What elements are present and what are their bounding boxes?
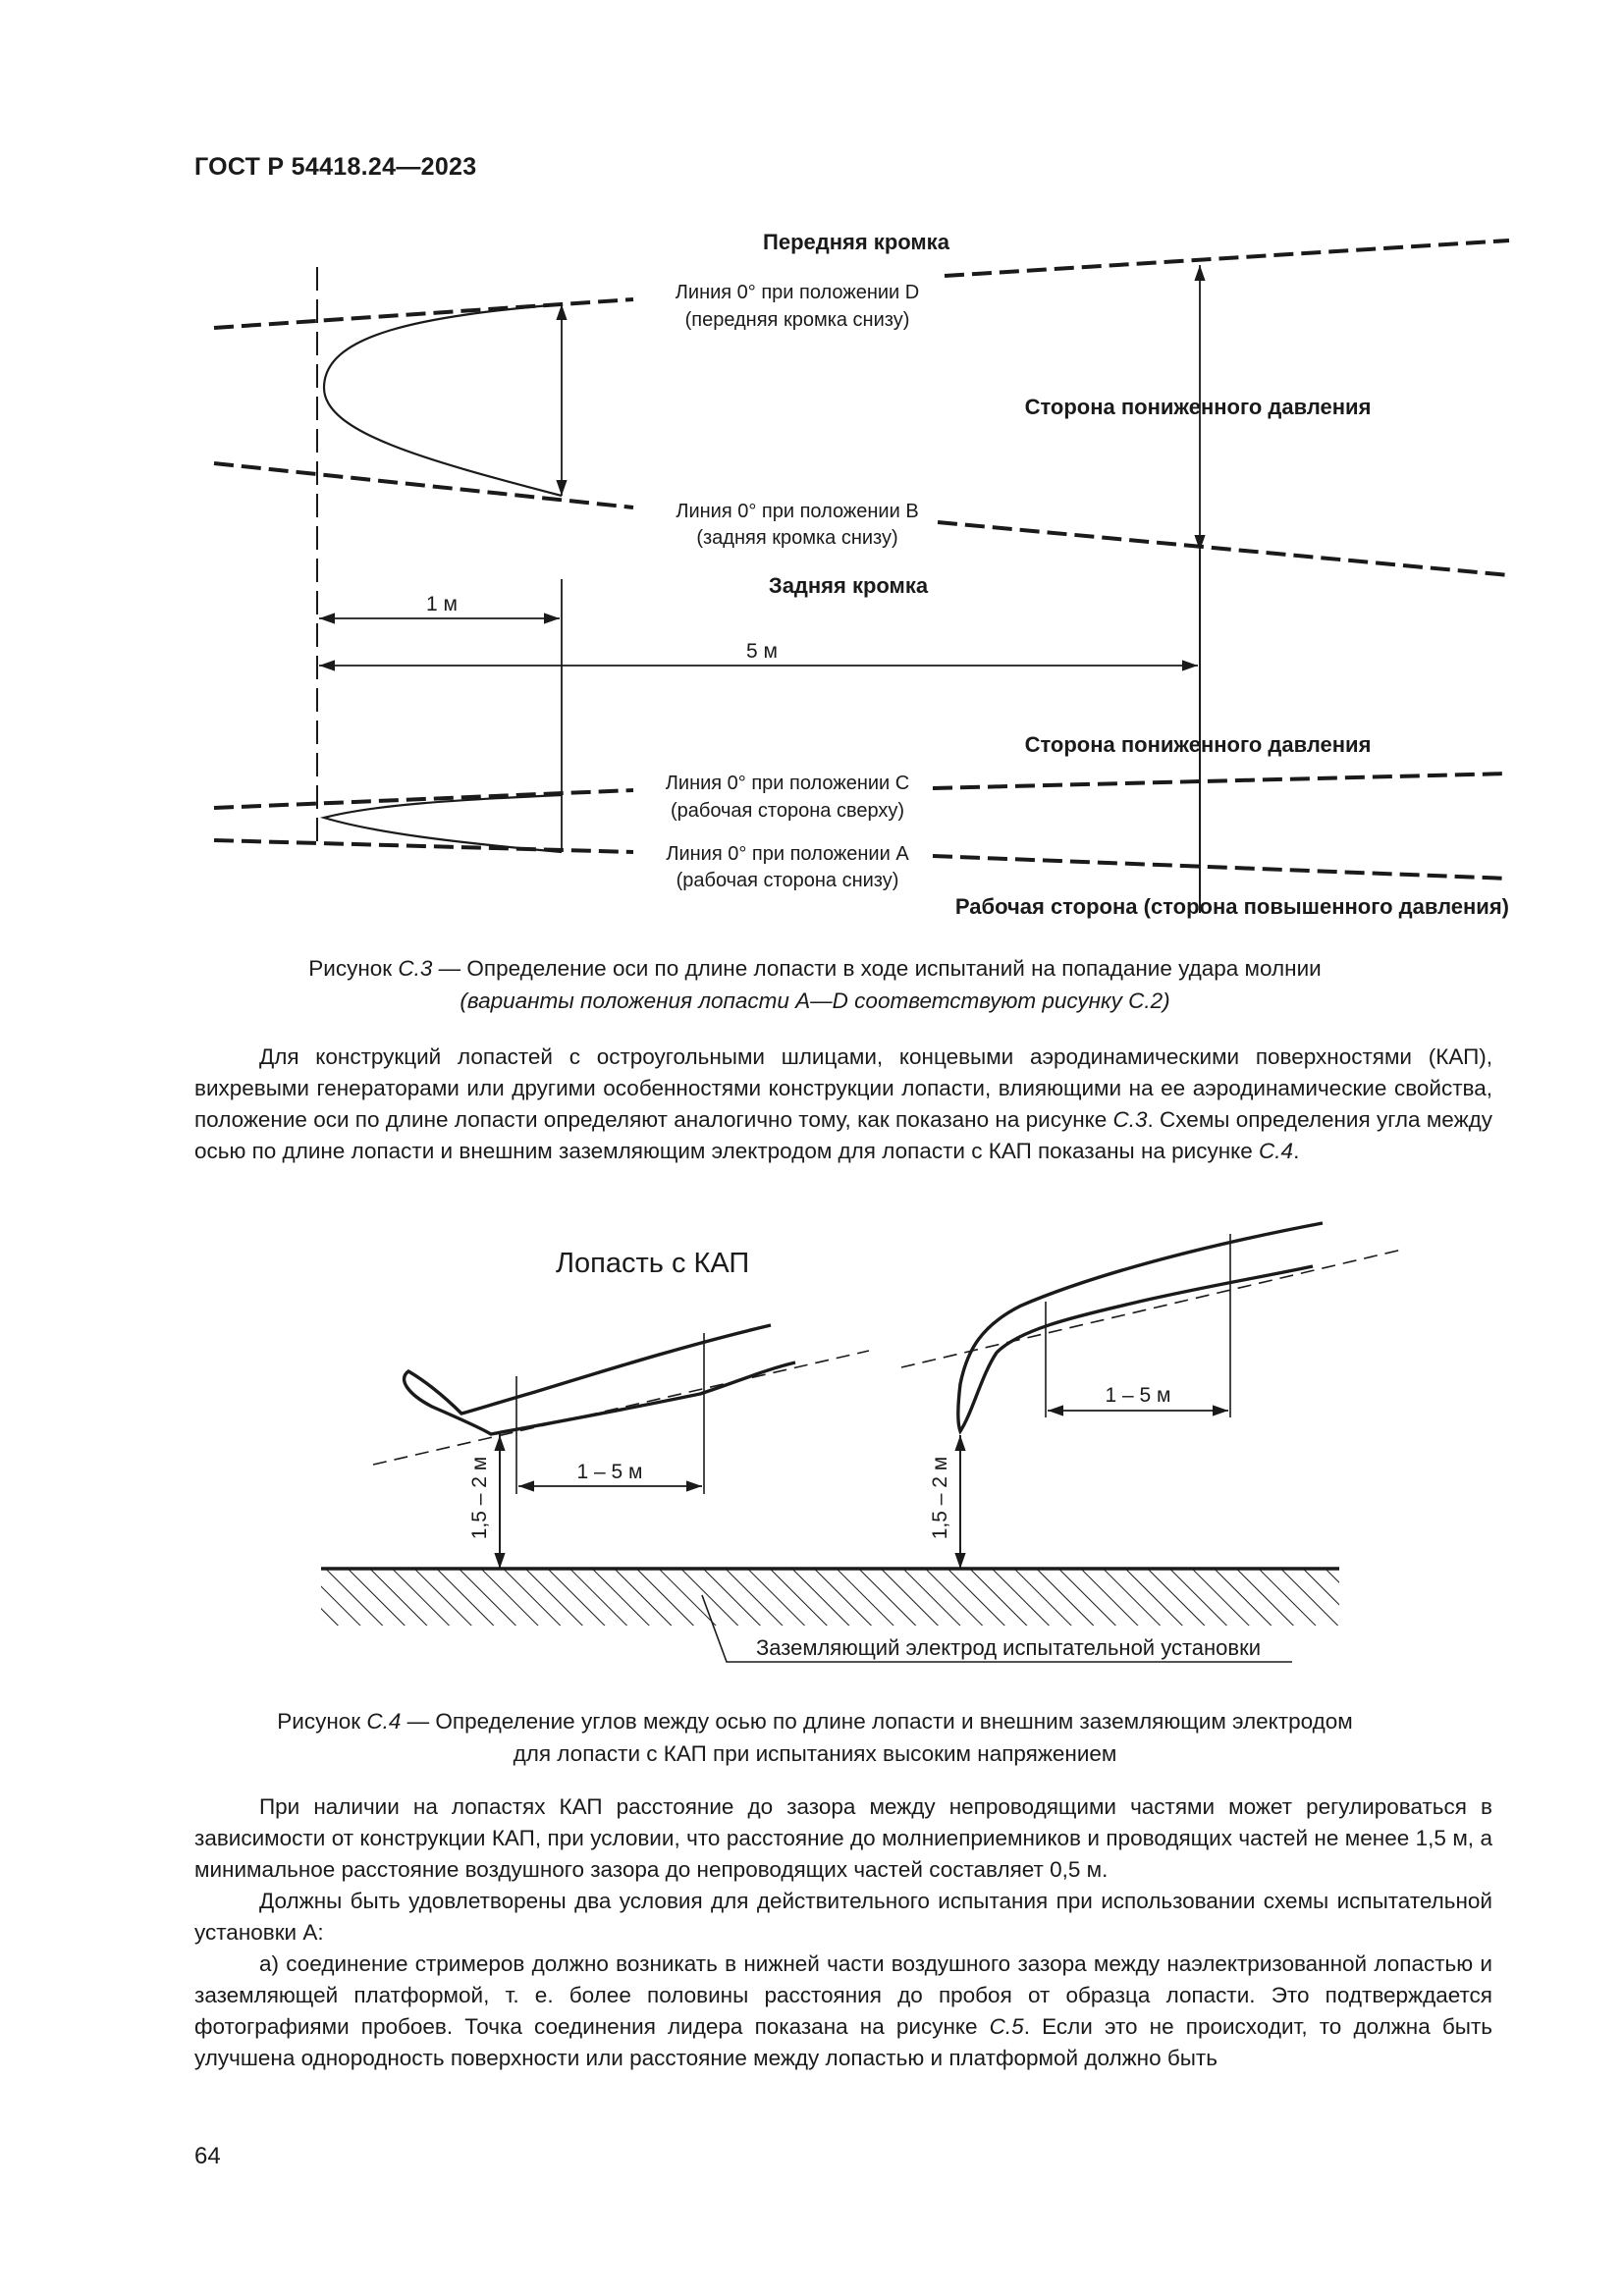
label-leading-edge: Передняя кромка bbox=[763, 230, 949, 254]
line-a-left bbox=[214, 840, 633, 852]
line-d-right bbox=[945, 240, 1509, 276]
left-blade-outline bbox=[405, 1325, 795, 1434]
label-line-a-note: (рабочая сторона снизу) bbox=[676, 870, 899, 891]
ground-label: Заземляющий электрод испытательной установки bbox=[755, 1635, 1262, 1660]
label-line-b: Линия 0° при положении В bbox=[676, 501, 919, 522]
label-line-c: Линия 0° при положении С bbox=[665, 773, 910, 794]
label-dim-1m: 1 м bbox=[426, 593, 458, 615]
left-height-label: 1,5 – 2 м bbox=[468, 1456, 491, 1540]
label-line-b-note: (задняя кромка снизу) bbox=[696, 527, 898, 549]
paragraph-4: а) соединение стримеров должно возникать в нижней части воздушного зазора между наэлектризованной лопастью и заземляющей платформой, т. е. более половины расстояния до пробоя от образца лопасти. Это подтверждается фотографиями пробоев. Точка соединения лидера показана на рисунке С.5. Если это не происходит, то должна быть улучшена однородность поверхности или расстояние между лопастью и платформой должно быть bbox=[194, 1951, 1492, 2070]
line-a-right bbox=[933, 856, 1509, 879]
blade-profile-upper bbox=[324, 304, 562, 496]
line-c-left bbox=[214, 790, 633, 808]
left-axis-dashed bbox=[373, 1351, 869, 1465]
caption-figure-c3: Рисунок С.3 — Определение оси по длине лопасти в ходе испытаний на попадание удара молнии (варианты положения лопасти A—D соответствуют рисунку С.2) bbox=[308, 956, 1322, 1013]
line-d-left bbox=[214, 299, 633, 328]
paragraph-3: Должны быть удовлетворены два условия для действительного испытания при использовании схемы испытательной установки А: bbox=[194, 1889, 1492, 1945]
label-line-a: Линия 0° при положении А bbox=[666, 843, 909, 865]
figure-c4 bbox=[0, 1207, 1624, 1679]
label-trailing-edge: Задняя кромка bbox=[768, 573, 929, 598]
document-id: ГОСТ Р 54418.24—2023 bbox=[194, 153, 477, 181]
label-pressure-side: Рабочая сторона (сторона повышенного давления) bbox=[954, 894, 1509, 919]
label-line-d-note: (передняя кромка снизу) bbox=[684, 309, 910, 331]
line-c-right bbox=[933, 774, 1509, 788]
paragraph-2: При наличии на лопастях КАП расстояние до зазора между непроводящими частями может регулироваться в зависимости от конструкции КАП, при условии, что расстояние до молниеприемников и проводящих частей не менее 1,5 м, а минимальное расстояние воздушного зазора до непроводящих частей составляет 0,5 м. bbox=[194, 1794, 1492, 1882]
figure-c3 bbox=[0, 0, 1624, 942]
figure-c4-title: Лопасть с КАП bbox=[556, 1248, 750, 1279]
label-line-c-note: (рабочая сторона сверху) bbox=[670, 800, 905, 822]
ground-hatch bbox=[321, 1569, 1339, 1626]
paragraph-1: Для конструкций лопастей с остроугольными шлицами, концевыми аэродинамическими поверхностями (КАП), вихревыми генераторами или другими особенностями конструкции лопасти, влияющими на ее аэродинамические свойства, положение оси по длине лопасти определяют аналогично тому, как показано на рисунке С.3. Схемы определения угла между осью по длине лопасти и внешним заземляющим электродом для лопасти с КАП показаны на рисунке С.4. bbox=[194, 1044, 1492, 1163]
page-number: 64 bbox=[194, 2143, 221, 2169]
right-length-label: 1 – 5 м bbox=[1105, 1384, 1171, 1407]
line-b-right bbox=[938, 522, 1509, 575]
caption-figure-c4: Рисунок С.4 — Определение углов между осью по длине лопасти и внешним заземляющим электродом для лопасти с КАП при испытаниях высоким напряжением bbox=[277, 1709, 1353, 1766]
right-axis-dashed bbox=[901, 1249, 1406, 1367]
line-b-left bbox=[214, 463, 633, 507]
label-line-d: Линия 0° при положении D bbox=[675, 282, 920, 303]
right-height-label: 1,5 – 2 м bbox=[929, 1456, 951, 1540]
label-suction-side-2: Сторона пониженного давления bbox=[1024, 732, 1372, 757]
label-dim-5m: 5 м bbox=[746, 640, 778, 663]
label-suction-side-1: Сторона пониженного давления bbox=[1024, 395, 1372, 419]
left-length-label: 1 – 5 м bbox=[576, 1461, 643, 1483]
